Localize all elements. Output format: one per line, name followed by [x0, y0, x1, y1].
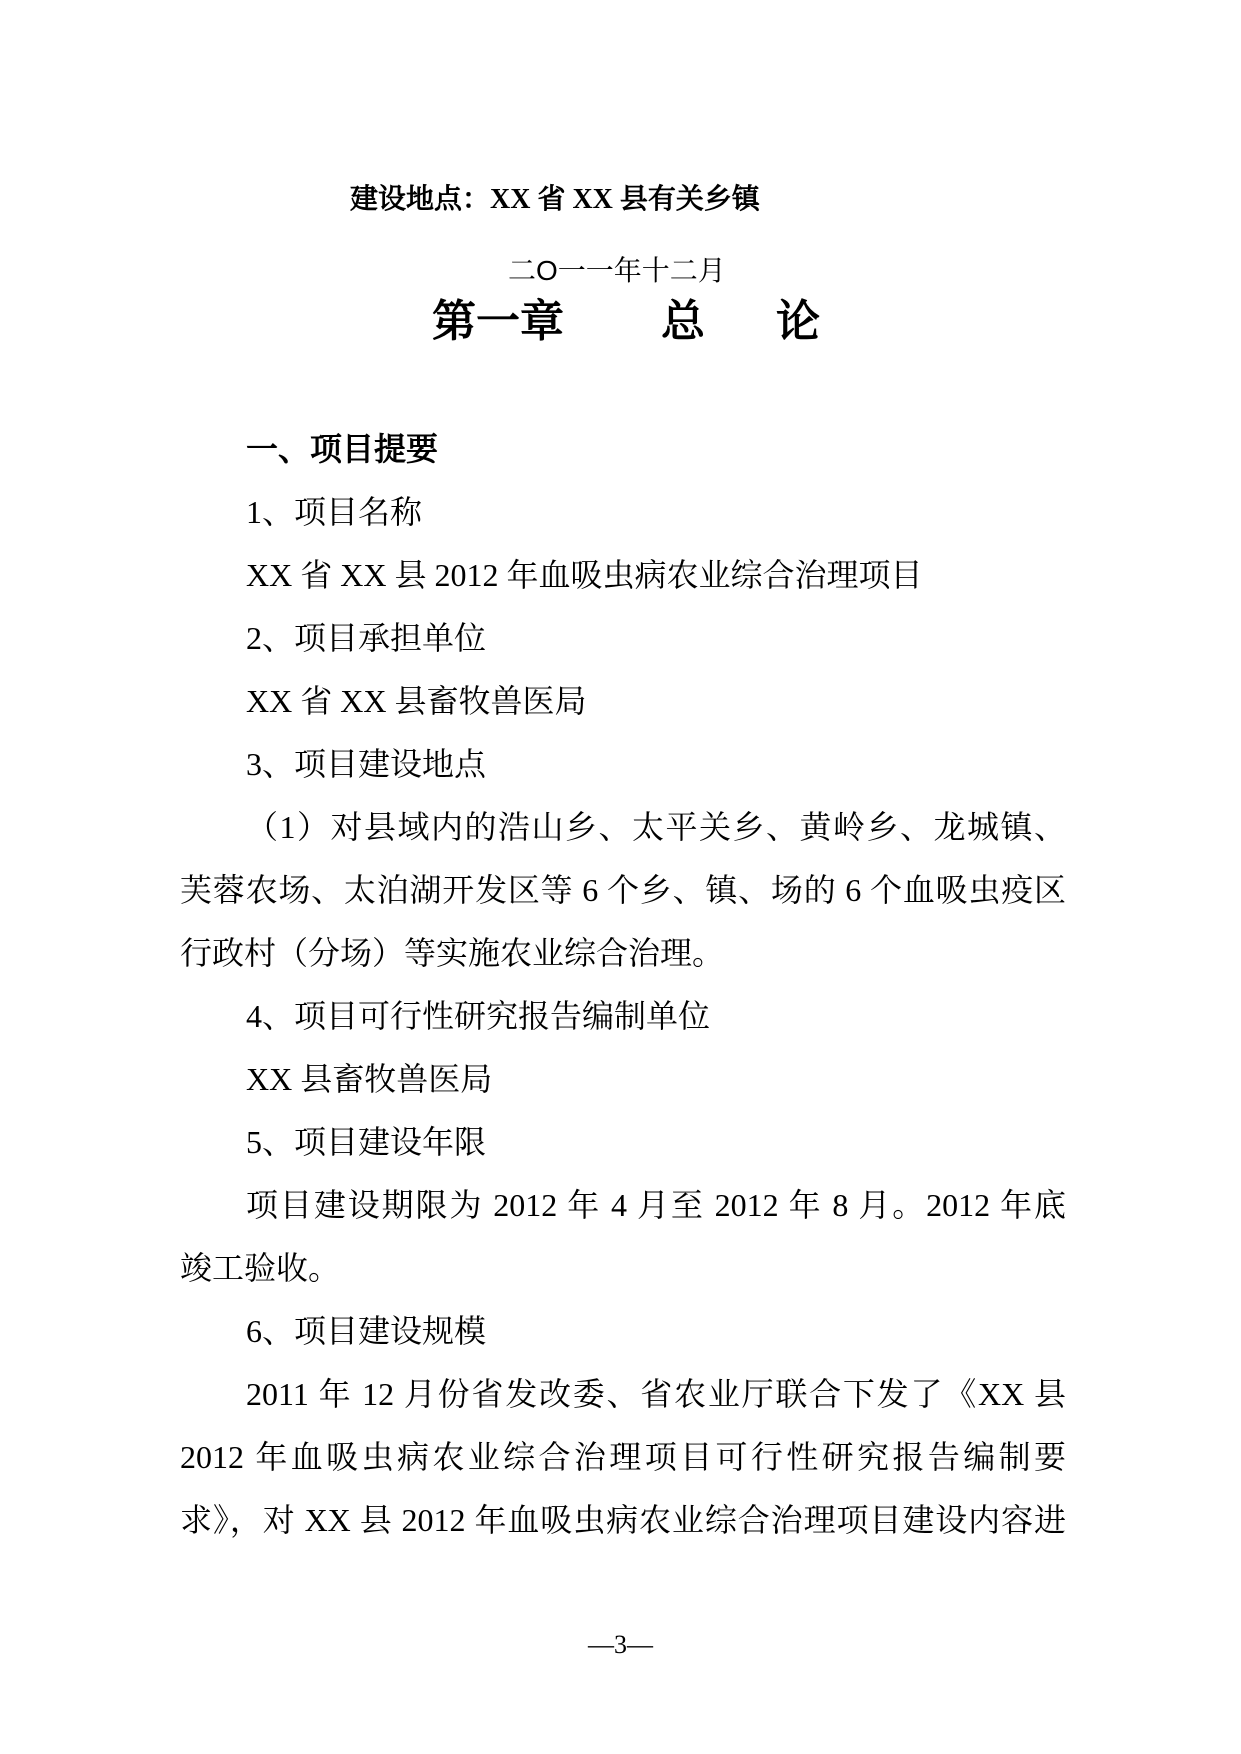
document-date: 二O一一年十二月 [508, 255, 726, 286]
section-body [180, 418, 1066, 1552]
item-title: 1、项目名称 [246, 494, 423, 530]
item-title: 5、项目建设年限 [246, 1124, 487, 1160]
chapter-title [432, 296, 820, 348]
section-heading: 一、项目提要 [246, 431, 439, 467]
item-text-line: 2011 年 12 月份省发改委、省农业厅联合下发了《XX 县 [246, 1376, 1066, 1412]
item-text-line: XX 县畜牧兽医局 [246, 1061, 493, 1097]
item-text-line: XX 省 XX 县 2012 年血吸虫病农业综合治理项目 [246, 557, 923, 593]
item-title: 3、项目建设地点 [246, 746, 487, 782]
item-text-line: XX 省 XX 县畜牧兽医局 [246, 683, 587, 719]
item-title: 2、项目承担单位 [246, 620, 487, 656]
chapter-number: 第一章 [432, 297, 564, 346]
item-text-line: （1）对县域内的浩山乡、太平关乡、黄岭乡、龙城镇、 [246, 809, 1066, 845]
construction-location-line: 建设地点：XX 省 XX 县有关乡镇 [350, 184, 760, 215]
item-text-line: 竣工验收。 [180, 1250, 341, 1286]
chapter-title-char-2: 论 [776, 297, 820, 346]
item-text-line: 芙蓉农场、太泊湖开发区等 6 个乡、镇、场的 6 个血吸虫疫区 [180, 872, 1066, 908]
item-title: 4、项目可行性研究报告编制单位 [246, 998, 711, 1034]
item-title: 6、项目建设规模 [246, 1313, 487, 1349]
chapter-title-char-1: 总 [661, 297, 705, 346]
item-text-line: 项目建设期限为 2012 年 4 月至 2012 年 8 月。2012 年底 [246, 1187, 1066, 1223]
page-number: —3— [588, 1630, 653, 1659]
item-text-line: 2012 年血吸虫病农业综合治理项目可行性研究报告编制要 [180, 1439, 1066, 1475]
item-text-line: 行政村（分场）等实施农业综合治理。 [180, 935, 725, 971]
item-text-line: 求》，对 XX 县 2012 年血吸虫病农业综合治理项目建设内容进 [180, 1502, 1066, 1538]
